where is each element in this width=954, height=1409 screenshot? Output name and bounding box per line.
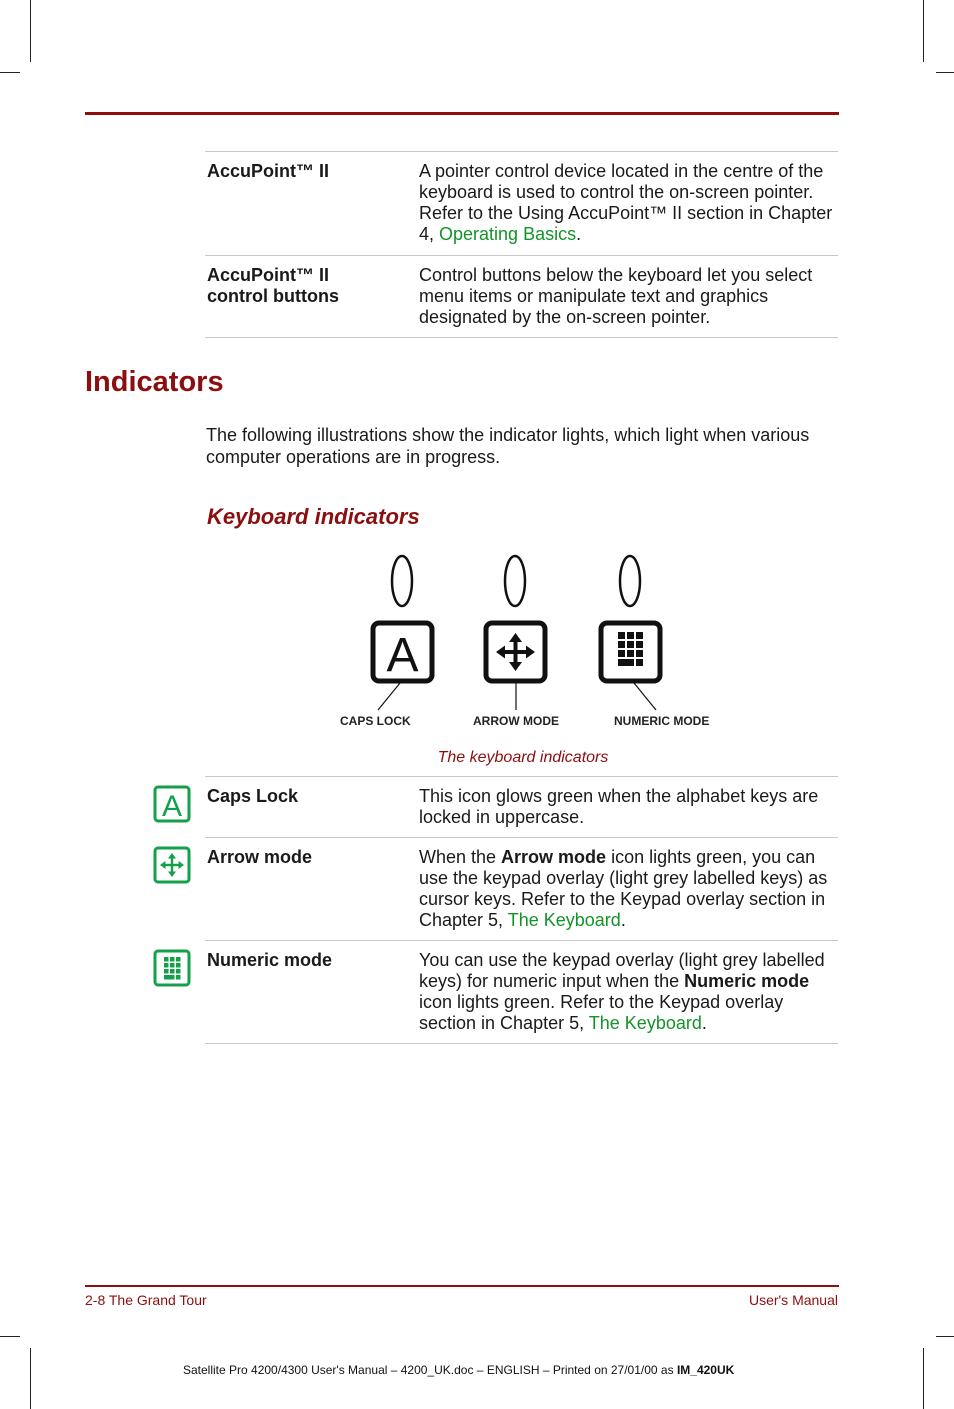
operating-basics-link[interactable]: Operating Basics — [439, 224, 577, 244]
desc-text: icon lights green, you can use the keypad overlay (light grey labelled keys) as cursor keys. Refer to the Keypad overlay section in Chapter 5, — [419, 847, 828, 930]
crop-mark — [923, 0, 924, 62]
desc-text: . — [620, 910, 626, 930]
desc-text: A pointer control device located in the centre of the keyboard is used to control the on-screen pointer. Refer to the Using AccuPoint™ II section in Chapter 4, — [419, 161, 833, 244]
desc-text: . — [701, 1013, 707, 1033]
term-arrow-mode: Arrow mode — [207, 847, 313, 867]
indicator-table — [161, 776, 838, 1044]
header-rule — [85, 112, 839, 115]
numeric-mode-led — [620, 556, 640, 606]
figure-caption: The keyboard indicators — [437, 749, 609, 766]
desc-numeric-mode — [419, 950, 838, 1034]
arrow-mode-led — [505, 556, 525, 606]
desc-bold: Arrow mode — [501, 847, 607, 867]
caps-glyph: A — [386, 629, 419, 682]
print-line — [183, 1363, 734, 1377]
print-text: Satellite Pro 4200/4300 User's Manual – 4200_UK.doc – ENGLISH – Printed on 27/01/00 as — [183, 1363, 677, 1377]
desc-caps-lock: This icon glows green when the alphabet keys are locked in uppercase. — [419, 786, 819, 827]
accupoint-table — [205, 151, 838, 338]
table-row — [205, 256, 838, 338]
desc-accupoint — [419, 161, 838, 245]
keyboard-indicators-figure — [330, 548, 730, 738]
term-accupoint: AccuPoint™ II — [207, 161, 330, 181]
the-keyboard-link[interactable]: The Keyboard — [588, 1013, 702, 1033]
the-keyboard-link[interactable]: The Keyboard — [507, 910, 621, 930]
footer-manual-title: User's Manual — [748, 1292, 838, 1308]
table-row — [205, 838, 838, 941]
section-heading: Indicators — [85, 366, 224, 398]
term-accupoint-buttons — [205, 265, 419, 328]
term-numeric-mode: Numeric mode — [207, 950, 333, 970]
table-row — [161, 776, 838, 838]
crop-mark — [30, 0, 31, 62]
numeric-mode-icon — [153, 949, 191, 987]
table-row — [205, 151, 838, 256]
arrow-mode-label: ARROW MODE — [473, 714, 559, 728]
arrow-mode-icon — [486, 623, 545, 681]
desc-bold: Numeric mode — [684, 971, 810, 991]
crop-mark — [0, 72, 20, 73]
desc-text: You can use the keypad overlay (light grey labelled keys) for numeric input when the — [419, 950, 825, 991]
numeric-mode-label: NUMERIC MODE — [614, 714, 710, 728]
crop-mark — [936, 1336, 954, 1337]
print-code: IM_420UK — [676, 1363, 735, 1377]
term-caps-lock: Caps Lock — [207, 786, 299, 806]
footer-page-section: 2-8 The Grand Tour — [85, 1292, 207, 1308]
caps-lock-led — [392, 556, 412, 606]
intro-paragraph: The following illustrations show the indicator lights, which light when various computer operations are in progress. — [206, 425, 810, 467]
desc-text: When the — [419, 847, 502, 867]
crop-mark — [923, 1348, 924, 1409]
caps-lock-icon — [153, 785, 191, 823]
caps-glyph: A — [161, 790, 183, 823]
term-line: AccuPoint™ II — [207, 265, 330, 285]
crop-mark — [30, 1348, 31, 1409]
arrow-mode-icon — [153, 846, 191, 884]
numeric-mode-icon — [601, 623, 660, 681]
desc-text: . — [576, 224, 582, 244]
crop-mark — [0, 1336, 20, 1337]
term-line: control buttons — [207, 286, 339, 306]
caps-lock-icon — [373, 623, 432, 682]
caps-lock-label: CAPS LOCK — [340, 714, 411, 728]
table-row — [205, 941, 838, 1044]
desc-accupoint-buttons: Control buttons below the keyboard let you select menu items or manipulate text and graphics designated by the on-screen pointer. — [419, 265, 813, 327]
footer-rule — [85, 1285, 839, 1287]
crop-mark — [936, 72, 954, 73]
subsection-heading: Keyboard indicators — [207, 504, 420, 529]
desc-arrow-mode — [419, 847, 838, 931]
desc-text: icon lights green. Refer to the Keypad overlay section in Chapter 5, — [419, 992, 784, 1033]
